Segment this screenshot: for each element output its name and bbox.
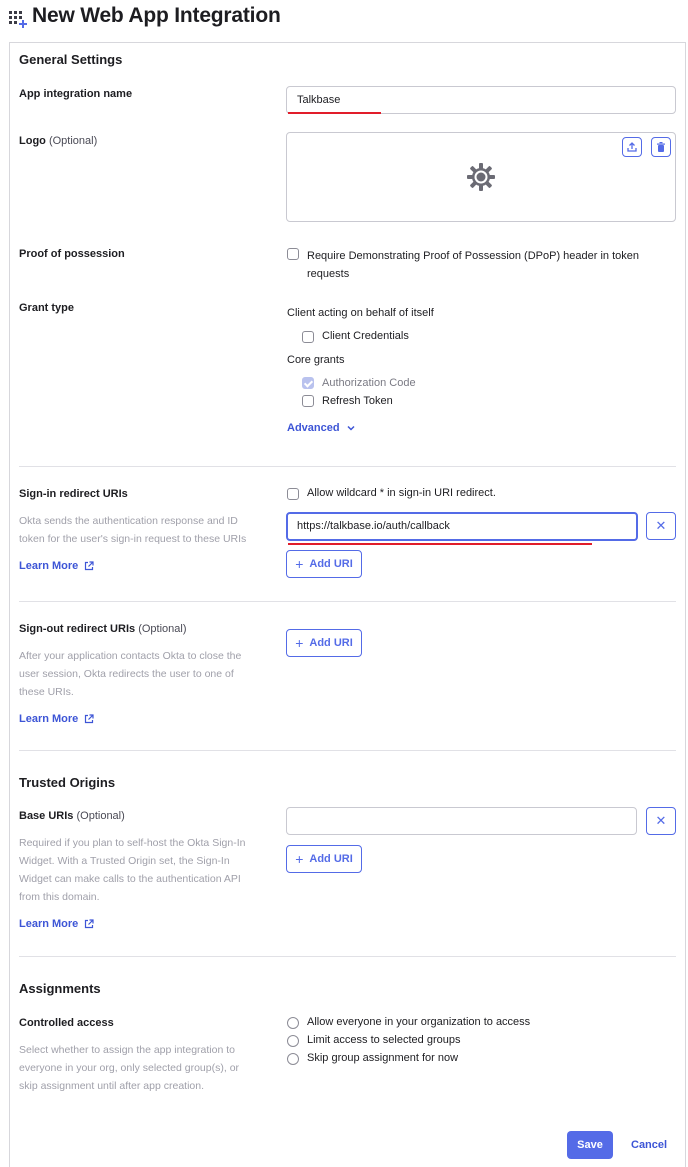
base-add-uri-button[interactable]: + Add URI [286,845,362,873]
controlled-access-label: Controlled access [19,1017,114,1029]
trash-icon [655,141,667,153]
signin-uri-input[interactable]: https://talkbase.io/auth/callback [286,512,638,541]
plus-icon: + [295,556,304,572]
external-link-icon [84,714,94,724]
trusted-origins-description: Required if you plan to self-host the Okta Sign-In Widget. With a Trusted Origin set, the Sign-In Widget can make calls to the authentication API from this domain. [19,837,246,903]
app-name-input[interactable]: Talkbase [286,86,676,114]
client-credentials-checkbox[interactable] [302,331,314,343]
grant-type-label: Grant type [19,302,75,314]
refresh-token-label: Refresh Token [322,395,393,407]
assignments-heading: Assignments [19,981,101,996]
logo-label: Logo (Optional) [19,135,98,147]
trusted-origins-heading: Trusted Origins [19,775,116,790]
skip-assignment-label: Skip group assignment for now [307,1052,459,1064]
optional-tag: (Optional) [76,810,125,822]
delete-logo-button[interactable] [651,137,671,157]
allow-everyone-radio[interactable] [287,1017,299,1029]
page-title: New Web App Integration [32,4,281,27]
plus-icon: + [295,635,304,651]
upload-logo-button[interactable] [622,137,642,157]
upload-icon [626,141,638,153]
base-uris-label: Base URIs (Optional) [19,810,125,822]
signout-redirect-label: Sign-out redirect URIs (Optional) [19,623,187,635]
remove-base-uri-button[interactable] [646,807,676,835]
section-divider [19,601,676,602]
skip-assignment-radio[interactable] [287,1053,299,1065]
authorization-code-checkbox [302,377,314,389]
limit-access-radio[interactable] [287,1035,299,1047]
advanced-toggle[interactable]: Advanced [287,422,356,434]
dpop-checkbox[interactable] [287,248,299,260]
pop-label: Proof of possession [19,248,125,260]
signout-add-uri-button[interactable]: + Add URI [286,629,362,657]
remove-signin-uri-button[interactable] [646,512,676,540]
wildcard-checkbox[interactable] [287,488,299,500]
refresh-token-checkbox[interactable] [302,395,314,407]
highlight-underline [288,112,381,114]
section-divider [19,466,676,467]
external-link-icon [84,561,94,571]
signout-learn-more-link[interactable]: Learn More [19,713,94,725]
core-grants-heading: Core grants [287,354,345,366]
optional-tag: (Optional) [138,623,187,635]
wildcard-label: Allow wildcard * in sign-in URI redirect. [307,487,496,499]
trusted-learn-more-link[interactable]: Learn More [19,918,94,930]
external-link-icon [84,919,94,929]
highlight-underline [288,543,592,545]
cancel-button[interactable]: Cancel [631,1139,668,1151]
client-heading: Client acting on behalf of itself [287,307,434,319]
signin-description: Okta sends the authentication response and ID token for the user's sign-in request to these URIs [19,515,247,545]
general-settings-heading: General Settings [19,52,123,67]
save-button[interactable]: Save [567,1131,613,1159]
dpop-checkbox-label: Require Demonstrating Proof of Possession (DPoP) header in token requests [307,250,640,280]
app-name-label: App integration name [19,88,133,100]
optional-tag: (Optional) [48,135,98,147]
app-grid-icon [8,9,28,29]
section-divider [19,750,676,751]
limit-access-label: Limit access to selected groups [307,1034,461,1046]
authorization-code-label: Authorization Code [322,377,416,389]
close-icon: ✕ [655,518,667,533]
client-credentials-label: Client Credentials [322,330,409,342]
assignments-description: Select whether to assign the app integration to everyone in your org, only selected group(s), or skip assignment until after app creation. [19,1044,240,1092]
allow-everyone-label: Allow everyone in your organization to access [307,1016,531,1028]
plus-icon: + [295,851,304,867]
section-divider [19,956,676,957]
signout-description: After your application contacts Okta to close the user session, Okta redirects the user to one of these URIs. [19,650,242,698]
base-uri-input[interactable] [286,807,637,835]
gear-icon [466,162,496,192]
signin-add-uri-button[interactable]: + Add URI [286,550,362,578]
signin-redirect-label: Sign-in redirect URIs [19,488,128,500]
close-icon: ✕ [655,813,667,828]
signin-learn-more-link[interactable]: Learn More [19,560,94,572]
chevron-down-icon [346,423,356,433]
